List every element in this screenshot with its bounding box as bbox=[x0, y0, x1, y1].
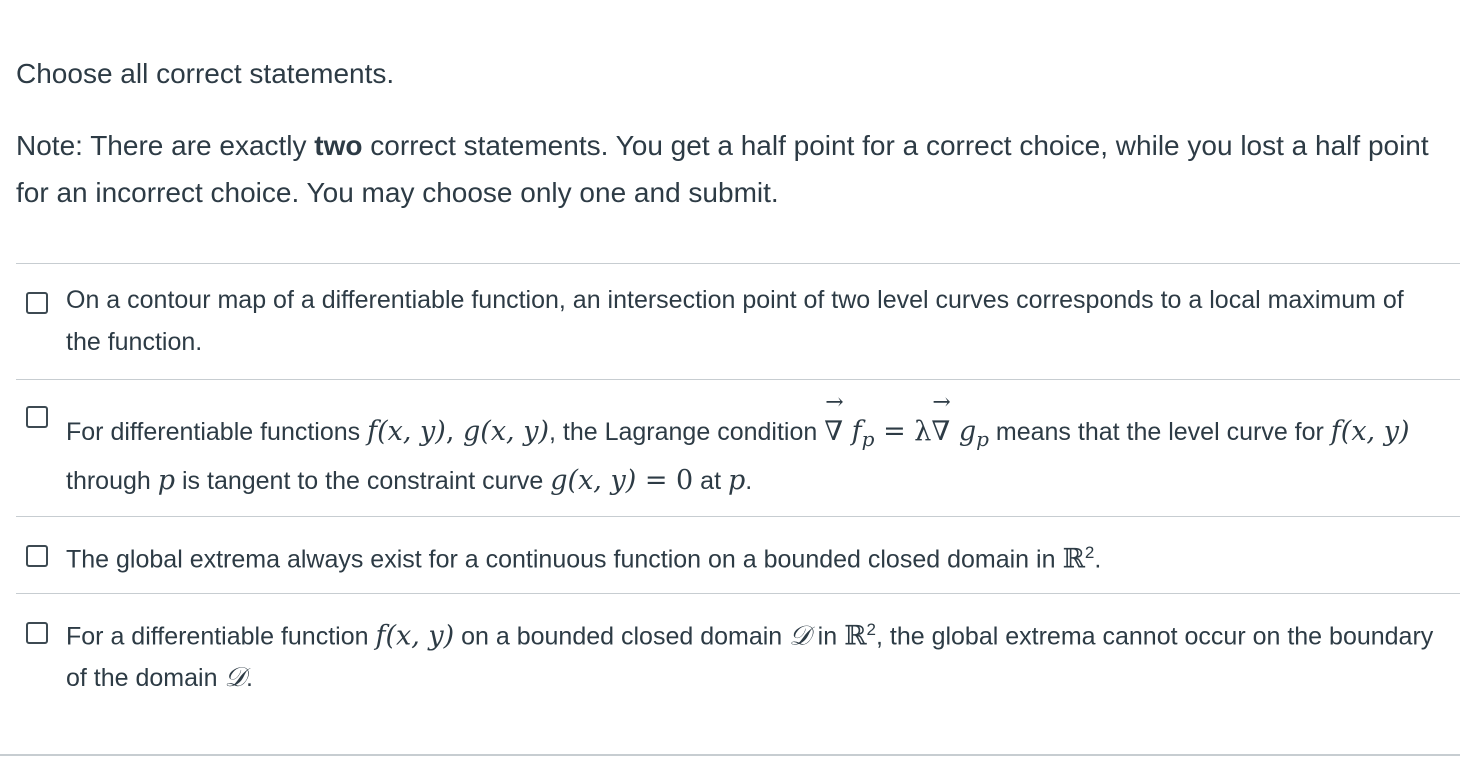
answer-divider bbox=[16, 379, 1460, 380]
answer-text-1: On a contour map of a differentiable function, an intersection point of two level curves corresponds to a local maximum of the function. bbox=[66, 286, 1404, 356]
math-superscript-2: 2 bbox=[1084, 543, 1095, 562]
math-domain-d: 𝒟 bbox=[789, 620, 811, 652]
answer-2-text: at bbox=[693, 467, 728, 495]
answer-4-text: in bbox=[810, 622, 845, 651]
answer-4-text: , the global extrema cannot occur on the boundary of the domain bbox=[66, 622, 1434, 693]
math-f: f bbox=[851, 416, 862, 447]
answer-checkbox-2[interactable] bbox=[26, 406, 48, 428]
math-real-numbers: ℝ bbox=[1062, 543, 1085, 575]
answer-text-2 bbox=[66, 411, 1440, 502]
note-text-start: Note: There are exactly bbox=[16, 130, 315, 161]
math-g-xy: g(x, y) bbox=[463, 416, 549, 447]
answer-checkbox-4[interactable] bbox=[26, 622, 48, 644]
answer-divider bbox=[16, 593, 1460, 594]
answer-2-text: means that the level curve for bbox=[988, 418, 1331, 446]
answer-text-3 bbox=[66, 532, 1440, 580]
answer-2-text: , the Lagrange condition bbox=[549, 418, 825, 446]
math-comma: , bbox=[445, 416, 463, 447]
math-gradient-vector: → ∇ bbox=[931, 411, 950, 453]
math-domain-d: 𝒟 bbox=[224, 662, 246, 694]
math-equals-zero: = 0 bbox=[636, 465, 694, 496]
math-subscript-p: p bbox=[861, 427, 875, 451]
math-p: p bbox=[727, 465, 746, 496]
math-subscript-p: p bbox=[976, 427, 989, 451]
question-text bbox=[16, 50, 1456, 216]
answer-4-text: . bbox=[245, 664, 253, 693]
math-superscript-2: 2 bbox=[866, 620, 876, 639]
answer-2-text: . bbox=[745, 467, 753, 495]
answer-3-text: The global extrema always exist for a continuous function on a bounded closed domain in bbox=[66, 545, 1063, 574]
note-text-end: correct statements. You get a half point for a correct choice, while you lost a half point for an incorrect choice. You may choose only one and submit. bbox=[16, 130, 1429, 208]
math-g-xy: g(x, y) bbox=[550, 465, 637, 496]
answer-checkbox-1[interactable] bbox=[26, 292, 48, 314]
answer-2-text: is tangent to the constraint curve bbox=[175, 467, 551, 495]
question-instruction: Choose all correct statements. bbox=[16, 58, 395, 89]
math-gradient-vector: → ∇ bbox=[824, 411, 843, 453]
question-note bbox=[16, 122, 1456, 216]
answer-2-text: For differentiable functions bbox=[66, 418, 368, 446]
answer-4-text: on a bounded closed domain bbox=[454, 622, 790, 651]
math-equals-lambda: = λ bbox=[874, 416, 932, 447]
note-emphasis: two bbox=[314, 130, 363, 161]
math-f-xy: f(x, y) bbox=[367, 416, 446, 447]
answer-3-text: . bbox=[1094, 545, 1102, 574]
math-g: g bbox=[958, 416, 977, 447]
answer-divider bbox=[16, 263, 1460, 264]
answer-2-text: through bbox=[66, 467, 158, 495]
math-f-xy: f(x, y) bbox=[375, 620, 455, 652]
answer-checkbox-3[interactable] bbox=[26, 545, 48, 567]
math-real-numbers: ℝ bbox=[844, 620, 867, 652]
answer-divider bbox=[16, 516, 1460, 517]
math-f-xy: f(x, y) bbox=[1330, 416, 1410, 447]
answer-text-4 bbox=[66, 609, 1440, 699]
answer-4-text: For a differentiable function bbox=[66, 622, 376, 651]
bottom-divider bbox=[0, 754, 1460, 756]
math-p: p bbox=[157, 465, 176, 496]
